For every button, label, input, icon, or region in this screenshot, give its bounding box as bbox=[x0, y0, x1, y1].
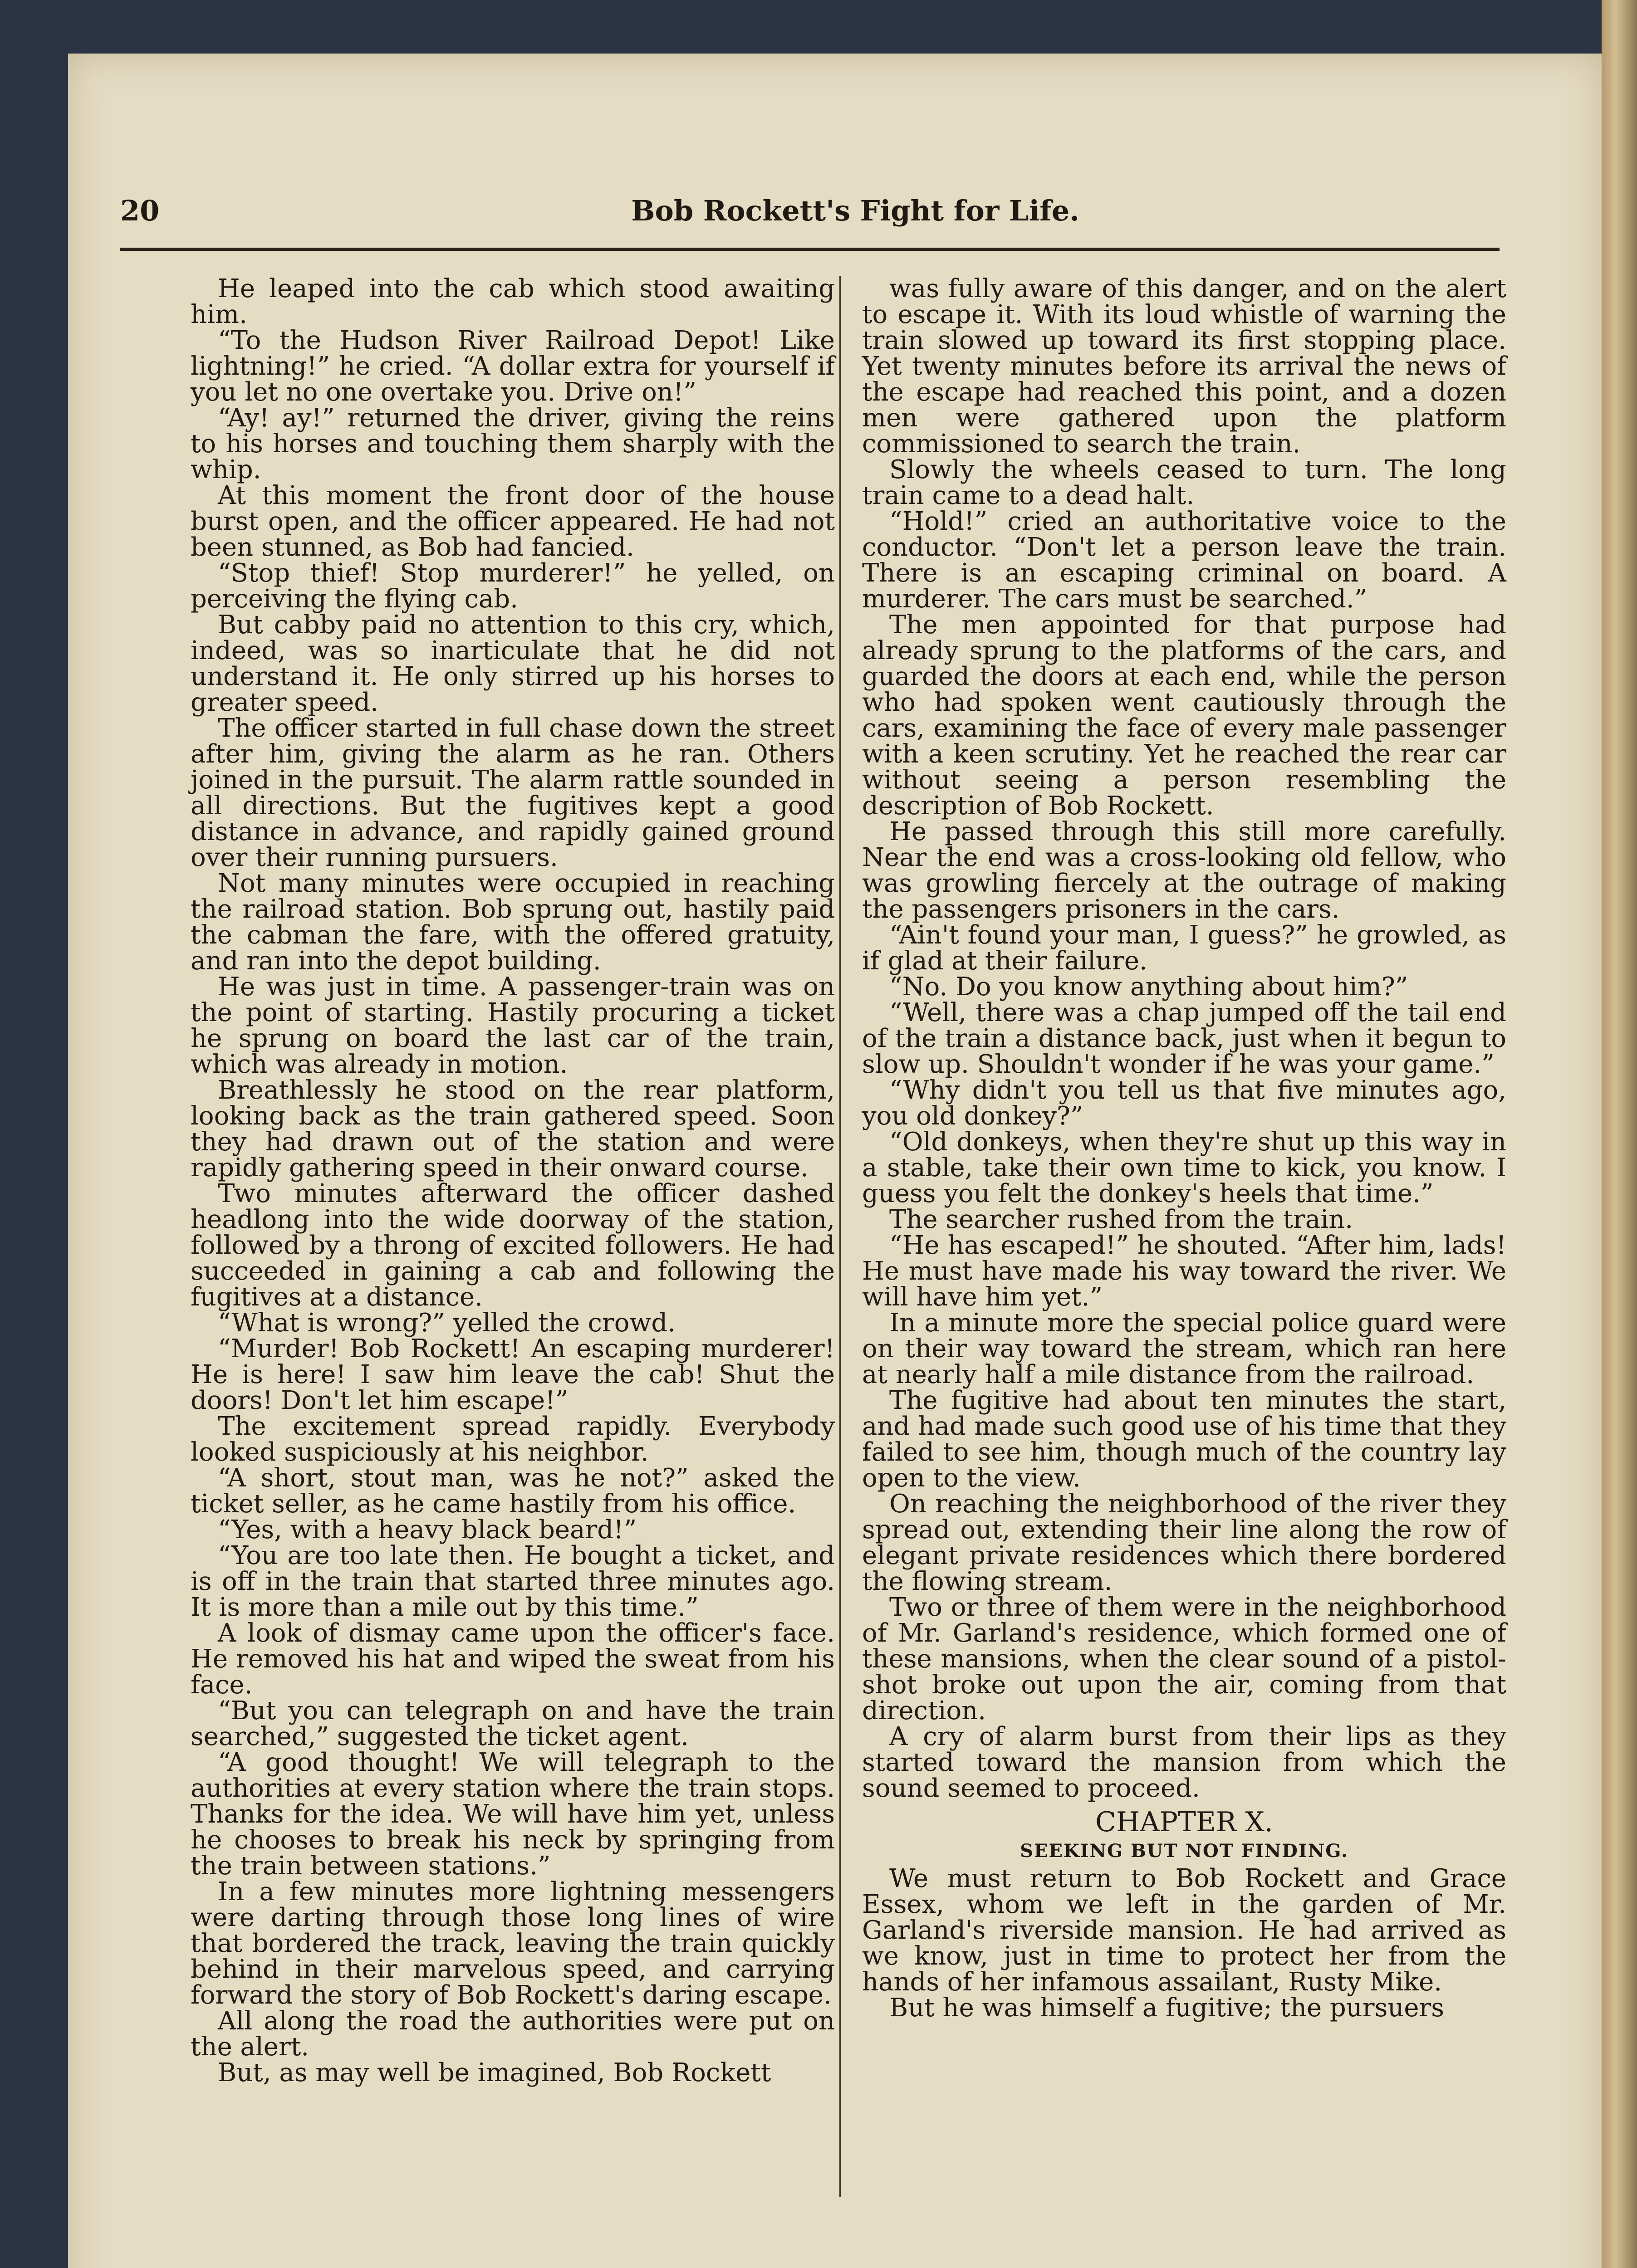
paragraph: “Murder! Bob Rockett! An escaping murderer! He is here! I saw him leave the cab! Shut the doors! Don't let him escape!” bbox=[191, 1334, 835, 1415]
paragraph: He passed through this still more carefully. Near the end was a cross-looking old fellow, who was growling fiercely at the outrage of making the passengers prisoners in the cars. bbox=[862, 817, 1506, 924]
paragraph: “Hold!” cried an authoritative voice to the conductor. “Don't let a person leave the train. There is an escaping criminal on board. A murderer. The cars must be searched.” bbox=[862, 507, 1506, 614]
paragraph: The officer started in full chase down the street after him, giving the alarm as he ran. Others joined in the pursuit. The alarm rattle sounded in all directions. But the fugitives kept a good distance in advance, and rapidly gained ground over their running pursuers. bbox=[191, 714, 835, 872]
paragraph: But, as may well be imagined, Bob Rockett bbox=[218, 2058, 771, 2087]
paragraph: “Yes, with a heavy black beard!” bbox=[218, 1515, 637, 1545]
paragraph: But he was himself a fugitive; the pursuers bbox=[889, 1993, 1445, 2023]
header-rule bbox=[120, 248, 1500, 251]
paragraph: “A good thought! We will telegraph to the authorities at every station where the train stops. Thanks for the idea. We will have him yet, unless he chooses to break his neck by springing from the train between stations.” bbox=[191, 1748, 835, 1881]
paragraph: But cabby paid no attention to this cry, which, indeed, was so inarticulate that he did not understand it. He only stirred up his horses to greater speed. bbox=[191, 610, 835, 717]
paragraph: “Well, there was a chap jumped off the tail end of the train a distance back, just when it begun to slow up. Shouldn't wonder if he was your game.” bbox=[862, 998, 1506, 1079]
paragraph: “A short, stout man, was he not?” asked the ticket seller, as he came hastily from his office. bbox=[191, 1463, 835, 1519]
paragraph: Not many minutes were occupied in reaching the railroad station. Bob sprung out, hastily paid the cabman the fare, with the offered gratuity, and ran into the depot building. bbox=[191, 869, 835, 976]
left-column bbox=[191, 276, 835, 2086]
paragraph: All along the road the authorities were put on the alert. bbox=[191, 2006, 835, 2062]
page-number: 20 bbox=[120, 194, 160, 227]
paragraph: The excitement spread rapidly. Everybody looked suspiciously at his neighbor. bbox=[191, 1412, 835, 1467]
paragraph: A cry of alarm burst from their lips as they started toward the mansion from which the sound seemed to proceed. bbox=[862, 1722, 1506, 1803]
paragraph: In a few minutes more lightning messengers were darting through those long lines of wire that bordered the track, leaving the train quickly behind in their marvelous speed, and carrying forward the story of Bob Rockett's daring escape. bbox=[191, 1877, 835, 2010]
paragraph: A look of dismay came upon the officer's face. He removed his hat and wiped the sweat from his face. bbox=[191, 1618, 835, 1700]
paragraph: Two minutes afterward the officer dashed headlong into the wide doorway of the station, followed by a throng of excited followers. He had succeeded in gaining a cab and following the fugitives at a distance. bbox=[191, 1179, 835, 1312]
paragraph: On reaching the neighborhood of the river they spread out, extending their line along the row of elegant private residences which there bordered the flowing stream. bbox=[862, 1489, 1506, 1596]
paragraph: “No. Do you know anything about him?” bbox=[889, 972, 1408, 1002]
paragraph: “What is wrong?” yelled the crowd. bbox=[218, 1308, 676, 1338]
page-edge bbox=[1602, 0, 1637, 2268]
paragraph: Breathlessly he stood on the rear platform, looking back as the train gathered speed. Soon they had drawn out of the station and were rapidly gathering speed in their onward course. bbox=[191, 1075, 835, 1183]
running-title: Bob Rockett's Fight for Life. bbox=[631, 194, 1079, 227]
paragraph: The fugitive had about ten minutes the start, and had made such good use of his time that they failed to see him, though much of the country lay open to the view. bbox=[862, 1386, 1506, 1493]
paragraph: “Why didn't you tell us that five minutes ago, you old donkey?” bbox=[862, 1075, 1506, 1131]
paragraph: was fully aware of this danger, and on the alert to escape it. With its loud whistle of warning the train slowed up toward its first stopping place. Yet twenty minutes before its arrival the news of the escape had reached this point, and a dozen men were gathered upon the platform commissioned to search the train. bbox=[862, 274, 1506, 459]
paragraph: In a minute more the special police guard were on their way toward the stream, which ran here at nearly half a mile distance from the railroad. bbox=[862, 1308, 1506, 1389]
chapter-heading: CHAPTER X. bbox=[1095, 1806, 1273, 1838]
paragraph: The men appointed for that purpose had already sprung to the platforms of the cars, and guarded the doors at each end, while the person who had spoken went cautiously through the cars, examining the face of every male passenger with a keen scrutiny. Yet he reached the rear car without seeing a person resembling the description of Bob Rockett. bbox=[862, 610, 1506, 821]
paragraph: At this moment the front door of the house burst open, and the officer appeared. He had not been stunned, as Bob had fancied. bbox=[191, 481, 835, 562]
column-divider bbox=[839, 276, 841, 2197]
paragraph: He was just in time. A passenger-train was on the point of starting. Hastily procuring a ticket he sprung on board the last car of the train, which was already in motion. bbox=[191, 972, 835, 1079]
paragraph: Slowly the wheels ceased to turn. The long train came to a dead halt. bbox=[862, 455, 1506, 510]
paragraph: “You are too late then. He bought a ticket, and is off in the train that started three minutes ago. It is more than a mile out by this time.” bbox=[191, 1541, 835, 1622]
paragraph: “Stop thief! Stop murderer!” he yelled, on perceiving the flying cab. bbox=[191, 558, 835, 614]
paragraph: “But you can telegraph on and have the train searched,” suggested the ticket agent. bbox=[191, 1696, 835, 1751]
paragraph: “Old donkeys, when they're shut up this way in a stable, take their own time to kick, you know. I guess you felt the donkey's heels that time.” bbox=[862, 1127, 1506, 1208]
paragraph: “He has escaped!” he shouted. “After him, lads! He must have made his way toward the river. We will have him yet.” bbox=[862, 1231, 1506, 1312]
paragraph: He leaped into the cab which stood awaiting him. bbox=[191, 274, 835, 329]
right-column bbox=[862, 276, 1506, 2021]
chapter-subtitle: SEEKING BUT NOT FINDING. bbox=[1020, 1840, 1348, 1862]
paragraph: The searcher rushed from the train. bbox=[889, 1205, 1353, 1234]
right-column-text bbox=[862, 276, 1506, 1801]
paragraph: “To the Hudson River Railroad Depot! Like lightning!” he cried. “A dollar extra for yourself if you let no one overtake you. Drive on!” bbox=[191, 326, 835, 407]
paragraph: We must return to Bob Rockett and Grace Essex, whom we left in the garden of Mr. Garland's riverside mansion. He had arrived as we know, just in time to protect her from the hands of her infamous assailant, Rusty Mike. bbox=[862, 1864, 1506, 1997]
chapter-text bbox=[862, 1866, 1506, 2021]
page-header bbox=[120, 144, 1500, 249]
paragraph: “Ay! ay!” returned the driver, giving the reins to his horses and touching them sharply with the whip. bbox=[191, 403, 835, 484]
paragraph: Two or three of them were in the neighborhood of Mr. Garland's residence, which formed one of these mansions, when the clear sound of a pistol-shot broke out upon the air, coming from that direction. bbox=[862, 1593, 1506, 1725]
paragraph: “Ain't found your man, I guess?” he growled, as if glad at their failure. bbox=[862, 920, 1506, 976]
